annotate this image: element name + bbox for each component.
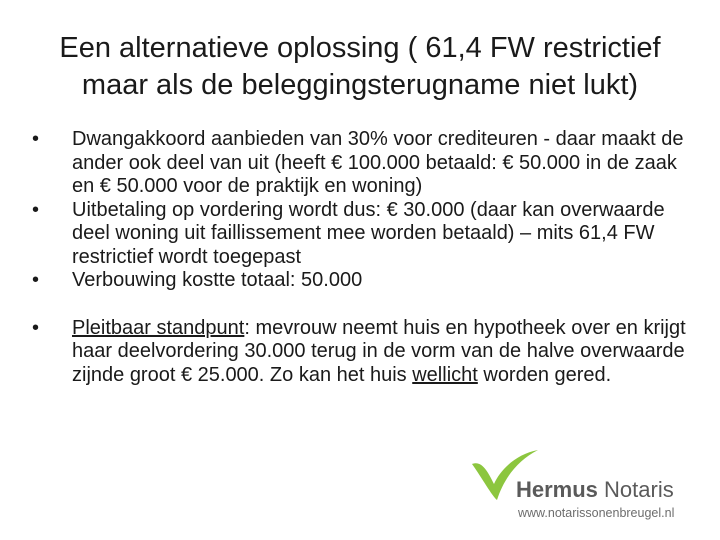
logo-url: www.notarissonenbreugel.nl — [518, 506, 675, 520]
bullet-icon: • — [32, 316, 40, 339]
title-line-2: maar als de beleggingsterugname niet lukt) — [81, 69, 639, 101]
title-line-1: Een alternatieve oplossing ( 61,4 FW restrictief — [59, 32, 661, 64]
bullet-list — [30, 128, 690, 387]
slide-title — [40, 30, 680, 104]
logo-name-bold: Hermus — [516, 477, 598, 502]
spacer — [30, 293, 690, 317]
logo-name-regular: Notaris — [604, 477, 674, 502]
underlined-lead: Pleitbaar standpunt — [72, 316, 245, 339]
bullet-icon: • — [32, 269, 40, 291]
underlined-word: wellicht — [412, 363, 478, 386]
bullet-item-2 — [30, 199, 690, 270]
bullet-text-4a: : mevrouw neemt huis en hypotheek over en krijgt haar deelvordering 30.000 terug in de vorm van de halve overwaarde zijnde groot € 25.000. Zo kan het huis — [72, 316, 686, 386]
bullet-item-3 — [30, 269, 690, 293]
bullet-text-4b: worden gered. — [477, 363, 612, 386]
bullet-icon: • — [32, 128, 40, 150]
logo-name — [516, 477, 674, 503]
hermus-notaris-logo — [470, 450, 710, 530]
bullet-text-1: Dwangakkoord aanbieden van 30% voor crediteuren - daar maakt de ander ook deel van uit (heeft € 100.000 betaald: € 50.000 in de zaak en € 50.000 voor de praktijk en woning) — [72, 128, 684, 197]
bullet-item-1 — [30, 128, 690, 199]
bullet-text-2: Uitbetaling op vordering wordt dus: € 30.000 (daar kan overwaarde deel woning uit faillissement mee worden betaald) – mits 61,4 FW restrictief wordt toegepast — [72, 198, 665, 268]
bullet-item-4 — [30, 317, 690, 388]
bullet-icon: • — [32, 198, 40, 221]
bullet-text-3: Verbouwing kostte totaal: 50.000 — [72, 269, 363, 291]
